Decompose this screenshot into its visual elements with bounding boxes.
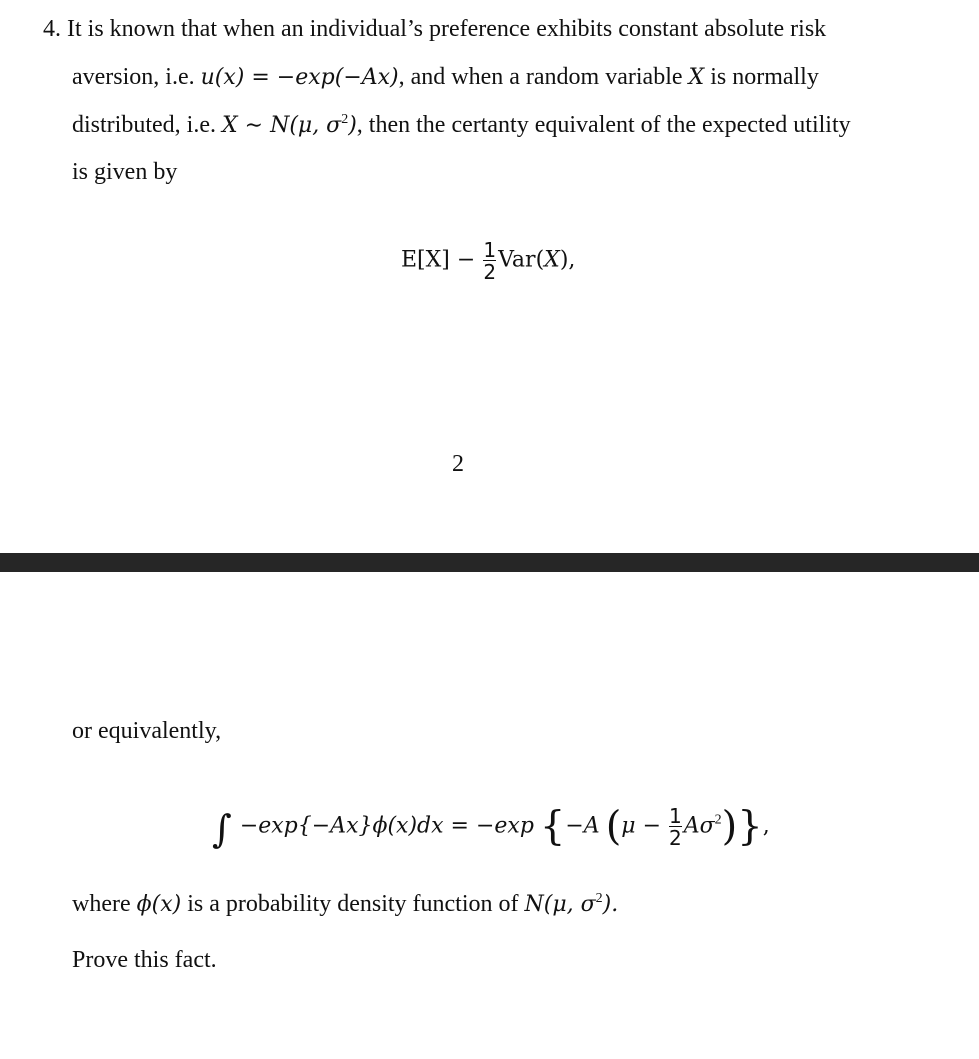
eq1-frac-den: 2 [483,260,497,284]
where-line [72,889,618,920]
paren: ). [602,892,619,917]
text: is normally [710,64,819,90]
integral-sign: ∫ [212,806,232,851]
problem-text: It is known that when an individual’s preference exhibits constant absolute risk [67,16,827,42]
superscript: 2 [714,812,722,828]
utility-formula: u(x) = −exp(−Ax) [200,65,399,90]
continuation-lead: or equivalently, [72,718,222,744]
eq2-mu: μ − [621,813,662,839]
text: is a probability density function of [187,891,519,917]
superscript: 2 [595,891,603,906]
eq1-var: X [544,247,560,273]
page-bottom [0,572,979,1059]
paren: ) [348,113,357,138]
text: where [72,891,131,917]
text: , and when a random variable [398,64,683,90]
page-number: 2 [452,451,464,477]
text: , then the certanty equivalent of the expected utility [356,112,851,138]
problem-line-1 [43,14,826,44]
distribution-formula: X ∼ N(μ, σ [221,113,342,138]
superscript: 2 [341,112,349,127]
eq2-end: , [762,813,770,839]
text: distributed, i.e. [72,112,216,138]
problem-line-3 [72,110,851,141]
eq2-frac-den: 2 [669,826,682,850]
brace-close: } [737,803,763,850]
equation-2 [212,803,770,851]
eq2-tail: Aσ [683,813,715,839]
prove-line: Prove this fact. [72,947,217,973]
phi: ϕ(x) [136,892,182,917]
eq1-right: Var( [498,247,545,273]
equation-1 [401,240,575,282]
brace-open: { [539,803,566,850]
eq2-frac-num: 1 [669,804,682,828]
text: aversion, i.e. [72,64,195,90]
problem-number: 4. [43,16,61,42]
eq2-fraction [669,806,682,848]
text: is given by [72,159,178,185]
eq1-frac-num: 1 [483,238,497,262]
problem-line-4 [72,157,177,187]
page-separator [0,553,979,572]
eq1-fraction [483,240,496,282]
variable: X [688,65,705,90]
problem-line-2 [72,62,819,93]
paren-open: ( [605,803,622,850]
normal-dist: N(μ, σ [524,892,596,917]
eq1-left: E[X] − [401,247,476,273]
eq2-lhs: −exp{−Ax}ϕ(x)dx = −exp [239,813,534,839]
paren-close: ) [721,803,738,850]
eq1-end: ), [559,247,576,273]
eq2-inner: −A [565,813,600,839]
